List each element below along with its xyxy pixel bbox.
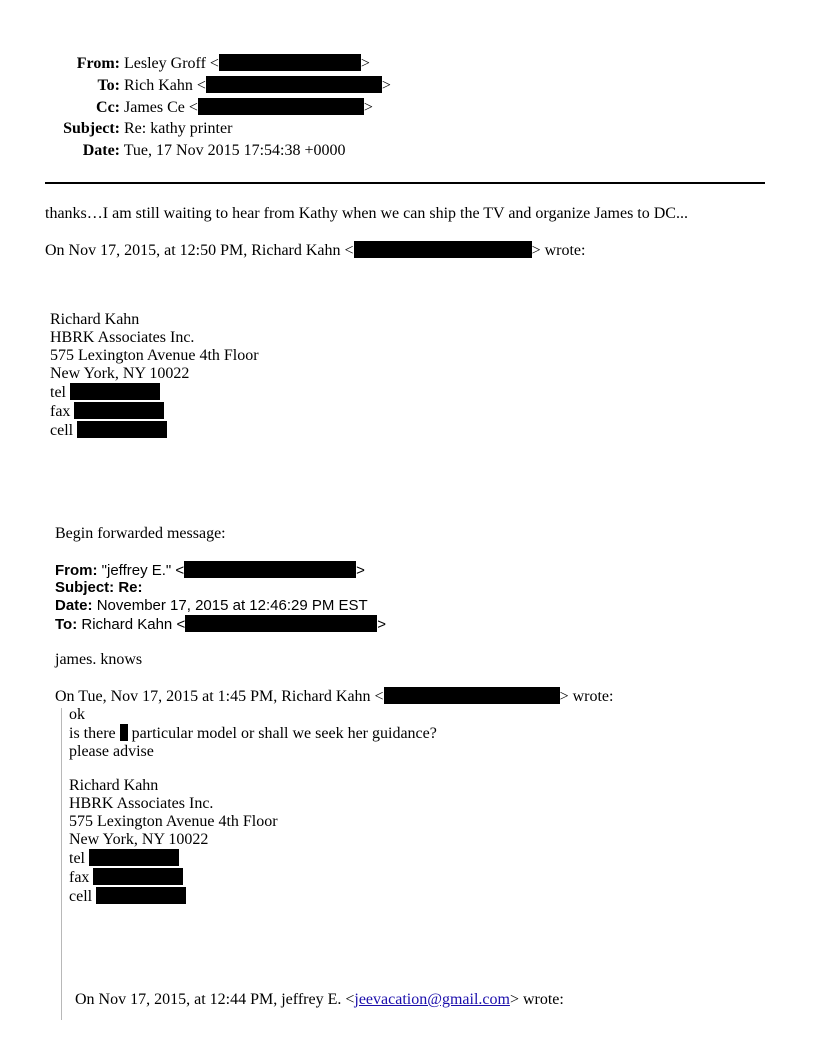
header-subject-value: Re: kathy printer (124, 120, 233, 137)
forwarded-body: james. knows (55, 651, 143, 668)
header-cc-value: James Ce < (124, 99, 198, 116)
signature-cell-row (69, 887, 278, 906)
quote-attribution-prefix: On Nov 17, 2015, at 12:44 PM, jeffrey E. < (75, 991, 355, 1008)
quote-attribution-prefix: On Nov 17, 2015, at 12:50 PM, Richard Kahn < (45, 242, 354, 259)
signature-block (69, 777, 278, 906)
forwarded-date-label: Date: (55, 597, 93, 614)
forwarded-to-label: To: (55, 616, 78, 633)
header-from-value: Lesley Groff < (124, 55, 219, 72)
forwarded-from-row (55, 561, 365, 579)
quoted-line: please advise (69, 743, 154, 760)
forwarded-to-value: Richard Kahn < (81, 616, 186, 633)
close-bracket: > (360, 55, 370, 72)
redaction-block (219, 54, 361, 71)
signature-city: New York, NY 10022 (69, 831, 209, 848)
header-to-label: To: (97, 77, 120, 94)
forwarded-subject-label: Subject: Re: (55, 579, 143, 596)
quoted-line: ok (69, 706, 85, 723)
close-bracket: > (377, 616, 386, 633)
header-divider (45, 182, 765, 184)
signature-fax-row (50, 402, 259, 421)
redaction-block (74, 402, 164, 419)
signature-fax-label: fax (50, 403, 71, 420)
signature-tel-row (69, 849, 278, 868)
header-cc-label: Cc: (96, 99, 120, 116)
forwarded-from-value: "jeffrey E." < (101, 562, 185, 579)
signature-cell-label: cell (50, 422, 74, 439)
header-from-row (0, 54, 370, 73)
quoted-line-with-redaction (69, 724, 437, 743)
forwarded-intro: Begin forwarded message: (55, 525, 226, 542)
signature-name: Richard Kahn (50, 311, 140, 328)
signature-address: 575 Lexington Avenue 4th Floor (69, 813, 278, 830)
quote-bar (61, 708, 62, 1020)
signature-company: HBRK Associates Inc. (69, 795, 214, 812)
close-bracket: > (381, 77, 391, 94)
forwarded-date-value: November 17, 2015 at 12:46:29 PM EST (96, 597, 368, 614)
redaction-block (184, 561, 356, 578)
signature-name: Richard Kahn (69, 777, 159, 794)
quoted-line-part: is there (69, 725, 116, 742)
redaction-block (89, 849, 179, 866)
quote-attribution-suffix: > wrote: (509, 991, 564, 1008)
header-to-value: Rich Kahn < (124, 77, 206, 94)
signature-tel-label: tel (50, 384, 66, 401)
quoted-message (69, 706, 437, 761)
signature-city: New York, NY 10022 (50, 365, 190, 382)
quote-attribution-3 (75, 991, 564, 1009)
close-bracket: > (363, 99, 373, 116)
redaction-block (77, 421, 167, 438)
signature-address: 575 Lexington Avenue 4th Floor (50, 347, 259, 364)
header-cc-row (0, 98, 373, 117)
email-link[interactable]: jeevacation@gmail.com (354, 991, 510, 1008)
header-date-row (0, 142, 346, 160)
close-bracket: > (356, 562, 365, 579)
header-date-value: Tue, 17 Nov 2015 17:54:38 +0000 (123, 142, 346, 159)
forwarded-subject-row (55, 579, 143, 596)
redaction-block (384, 687, 560, 704)
header-from-label: From: (76, 55, 120, 72)
quote-attribution-2 (55, 687, 613, 706)
redaction-block (70, 383, 160, 400)
signature-tel-row (50, 383, 259, 402)
redaction-block (354, 241, 532, 258)
header-to-row (0, 76, 391, 95)
redaction-block (198, 98, 364, 115)
signature-cell-row (50, 421, 259, 440)
quoted-line-part: particular model or shall we seek her guidance? (131, 725, 437, 742)
signature-fax-row (69, 868, 278, 887)
reply-text: thanks…I am still waiting to hear from Kathy when we can ship the TV and organize James to DC... (45, 205, 688, 222)
signature-cell-label: cell (69, 888, 93, 905)
signature-company: HBRK Associates Inc. (50, 329, 195, 346)
redaction-block (185, 615, 377, 632)
forwarded-to-row (55, 615, 386, 633)
header-date-label: Date: (82, 142, 120, 159)
quote-attribution-1 (45, 241, 585, 260)
quote-attribution-prefix: On Tue, Nov 17, 2015 at 1:45 PM, Richard Kahn < (55, 688, 384, 705)
signature-fax-label: fax (69, 869, 90, 886)
quote-attribution-suffix: > wrote: (559, 688, 614, 705)
forwarded-from-label: From: (55, 562, 98, 579)
header-subject-label: Subject: (63, 120, 120, 137)
forwarded-date-row (55, 597, 368, 614)
redaction-block (96, 887, 186, 904)
signature-block (50, 311, 259, 440)
signature-tel-label: tel (69, 850, 85, 867)
redaction-block (120, 724, 128, 741)
header-subject-row (0, 120, 232, 138)
redaction-block (93, 868, 183, 885)
quote-attribution-suffix: > wrote: (531, 242, 586, 259)
redaction-block (206, 76, 382, 93)
